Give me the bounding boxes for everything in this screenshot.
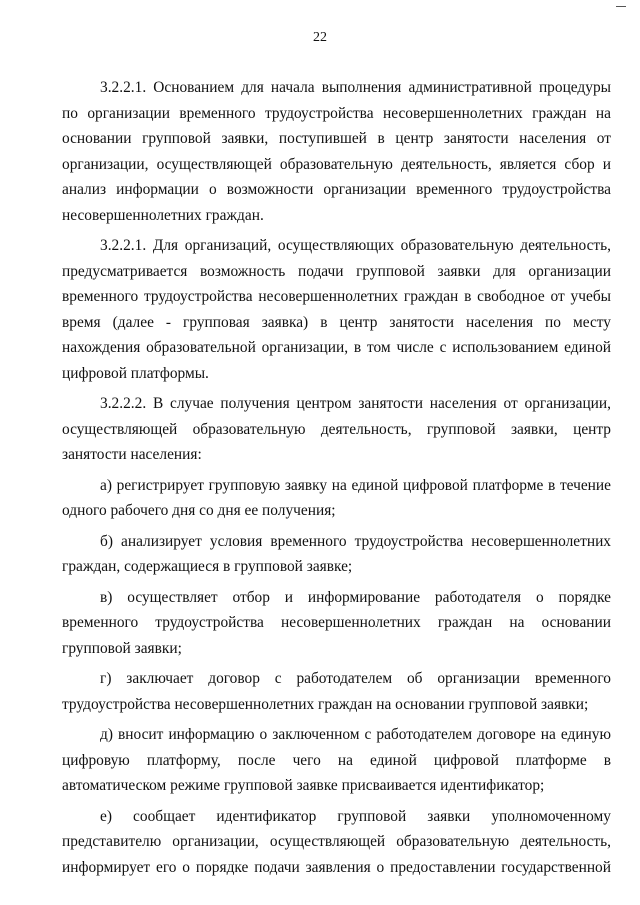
list-item-b: б) анализирует условия временного трудоустройства несовершеннолетних граждан, содержащиеся в групповой заявке; [62, 532, 611, 575]
list-item-a: а) регистрирует групповую заявку на единой цифровой платформе в течение одного рабочего дня со дня ее получения; [62, 476, 611, 519]
list-item-e: е) сообщает идентификатор групповой заявки уполномоченному представителю организации, осуществляющей образовательную деятельность, информирует его о порядке подачи заявления о предоставлении государственной [62, 807, 611, 876]
document-body [62, 75, 611, 880]
paragraph-3-2-2-1-basis: 3.2.2.1. Основанием для начала выполнения административной процедуры по организации временного трудоустройства несовершеннолетних граждан на основании групповой заявки, поступившей в центр занятости населения от организации, осуществляющей образовательную деятельность, является сбор и анализ информации о возможности организации временного трудоустройства несовершеннолетних граждан. [62, 79, 611, 224]
page-number: 22 [313, 30, 327, 45]
list-item-v: в) осуществляет отбор и информирование работодателя о порядке временного трудоустройства несовершеннолетних граждан на основании групповой заявки; [62, 588, 611, 657]
paragraph-3-2-2-2-intro: 3.2.2.2. В случае получения центром занятости населения от организации, осуществляющей образовательную деятельность, групповой заявки, центр занятости населения: [62, 395, 611, 463]
corner-mark [616, 6, 626, 7]
list-item-d: д) вносит информацию о заключенном с работодателем договоре на единую цифровую платформу, после чего на единой цифровой платформе в автоматическом режиме групповой заявке присваивается идентификатор; [62, 726, 611, 794]
paragraph-3-2-2-1-group-application: 3.2.2.1. Для организаций, осуществляющих образовательную деятельность, предусматривается возможность подачи групповой заявки для организации временного трудоустройства несовершеннолетних граждан в свободное от учебы время (далее - групповая заявка) в центр занятости населения по месту нахождения образовательной организации, в том числе с использованием единой цифровой платформы. [62, 237, 611, 382]
list-item-g: г) заключает договор с работодателем об организации временного трудоустройства несовершеннолетних граждан на основании групповой заявки; [62, 670, 611, 713]
